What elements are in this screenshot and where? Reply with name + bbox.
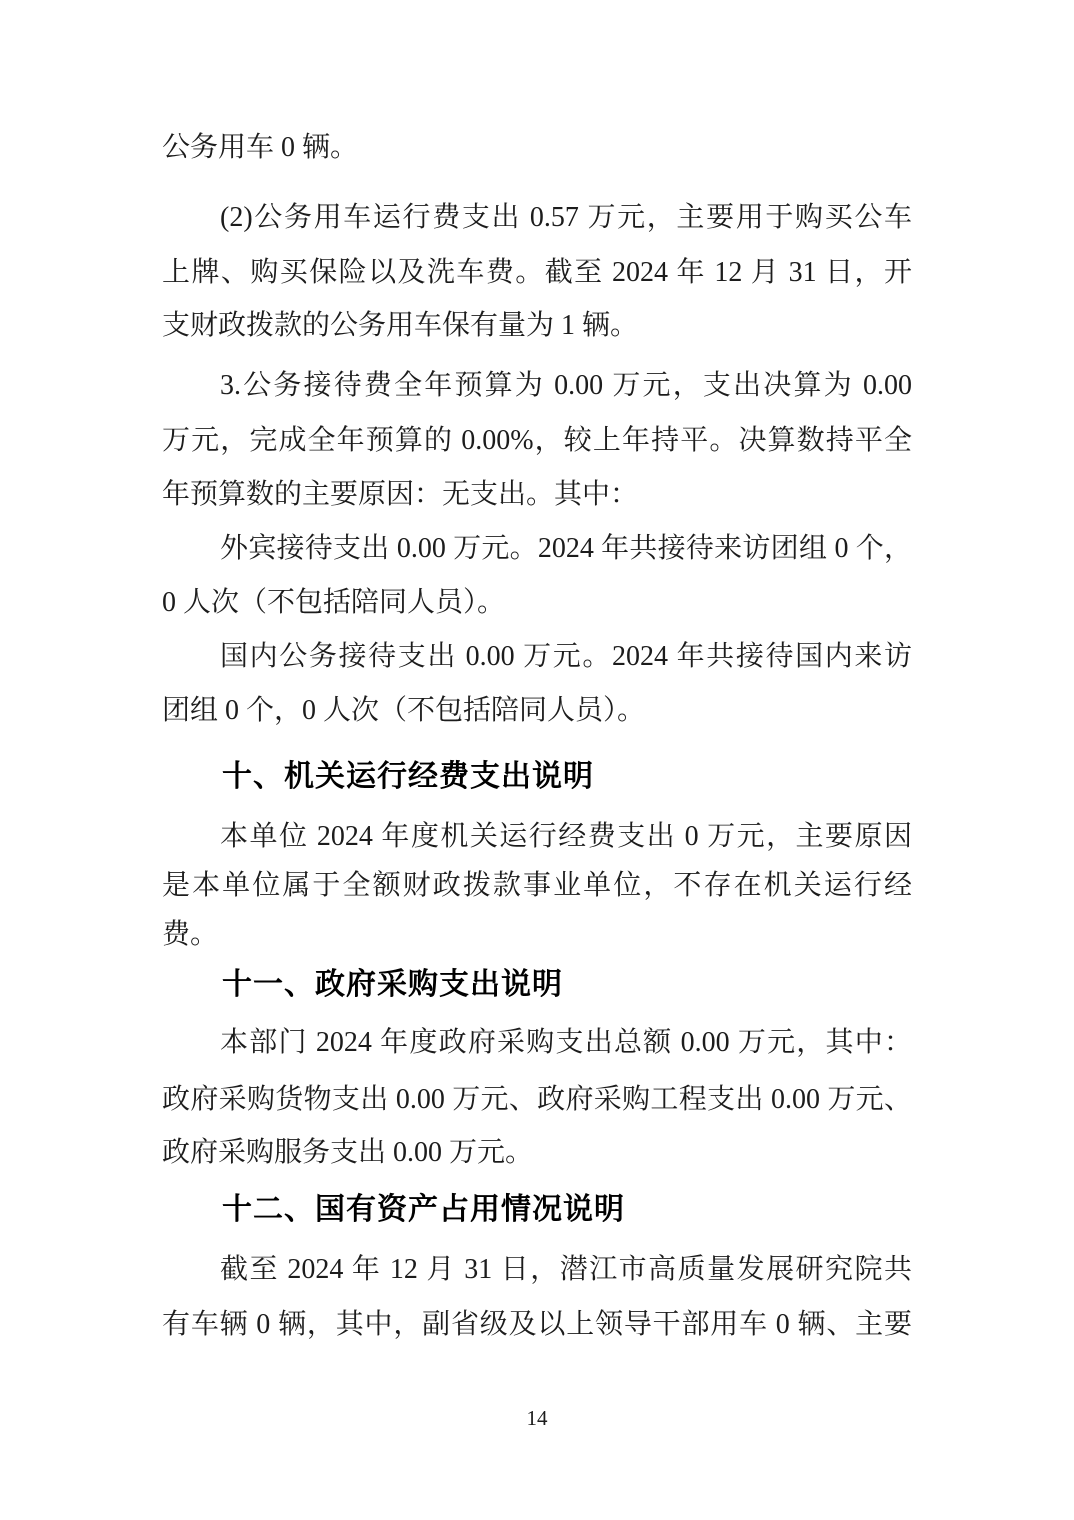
page-number: 14 bbox=[526, 1406, 548, 1430]
text-line: 公务用车 0 辆。 bbox=[162, 132, 359, 163]
section-10-heading: 十、机关运行经费支出说明 bbox=[222, 760, 594, 793]
text-line: 国内公务接待支出 0.00 万元。2024 年共接待国内来访 bbox=[220, 641, 912, 672]
text-line: 万元，完成全年预算的 0.00%，较上年持平。决算数持平全 bbox=[162, 425, 912, 456]
text-line: 3.公务接待费全年预算为 0.00 万元，支出决算为 0.00 bbox=[220, 370, 912, 401]
text-line: 费。 bbox=[162, 919, 219, 950]
text-line: 是本单位属于全额财政拨款事业单位，不存在机关运行经 bbox=[162, 870, 912, 901]
text-line: 支财政拨款的公务用车保有量为 1 辆。 bbox=[162, 310, 639, 341]
text-line: 年预算数的主要原因：无支出。其中： bbox=[162, 479, 639, 510]
text-line: 0 人次（不包括陪同人员）。 bbox=[162, 587, 506, 618]
text-line: 有车辆 0 辆，其中，副省级及以上领导干部用车 0 辆、主要 bbox=[162, 1309, 912, 1340]
text-line: 上牌、购买保险以及洗车费。截至 2024 年 12 月 31 日，开 bbox=[162, 257, 912, 288]
text-line: 团组 0 个，0 人次（不包括陪同人员）。 bbox=[162, 695, 646, 726]
text-line: (2)公务用车运行费支出 0.57 万元，主要用于购买公车 bbox=[220, 202, 912, 233]
section-12-heading: 十二、国有资产占用情况说明 bbox=[222, 1193, 625, 1226]
section-11-heading: 十一、政府采购支出说明 bbox=[222, 968, 563, 1001]
text-line: 外宾接待支出 0.00 万元。2024 年共接待来访团组 0 个， bbox=[220, 533, 912, 564]
text-line: 政府采购货物支出 0.00 万元、政府采购工程支出 0.00 万元、 bbox=[162, 1084, 912, 1115]
text-line: 截至 2024 年 12 月 31 日，潜江市高质量发展研究院共 bbox=[220, 1254, 912, 1285]
text-line: 本单位 2024 年度机关运行经费支出 0 万元，主要原因 bbox=[220, 821, 912, 852]
text-line: 本部门 2024 年度政府采购支出总额 0.00 万元，其中： bbox=[220, 1027, 912, 1058]
text-line: 政府采购服务支出 0.00 万元。 bbox=[162, 1137, 534, 1168]
